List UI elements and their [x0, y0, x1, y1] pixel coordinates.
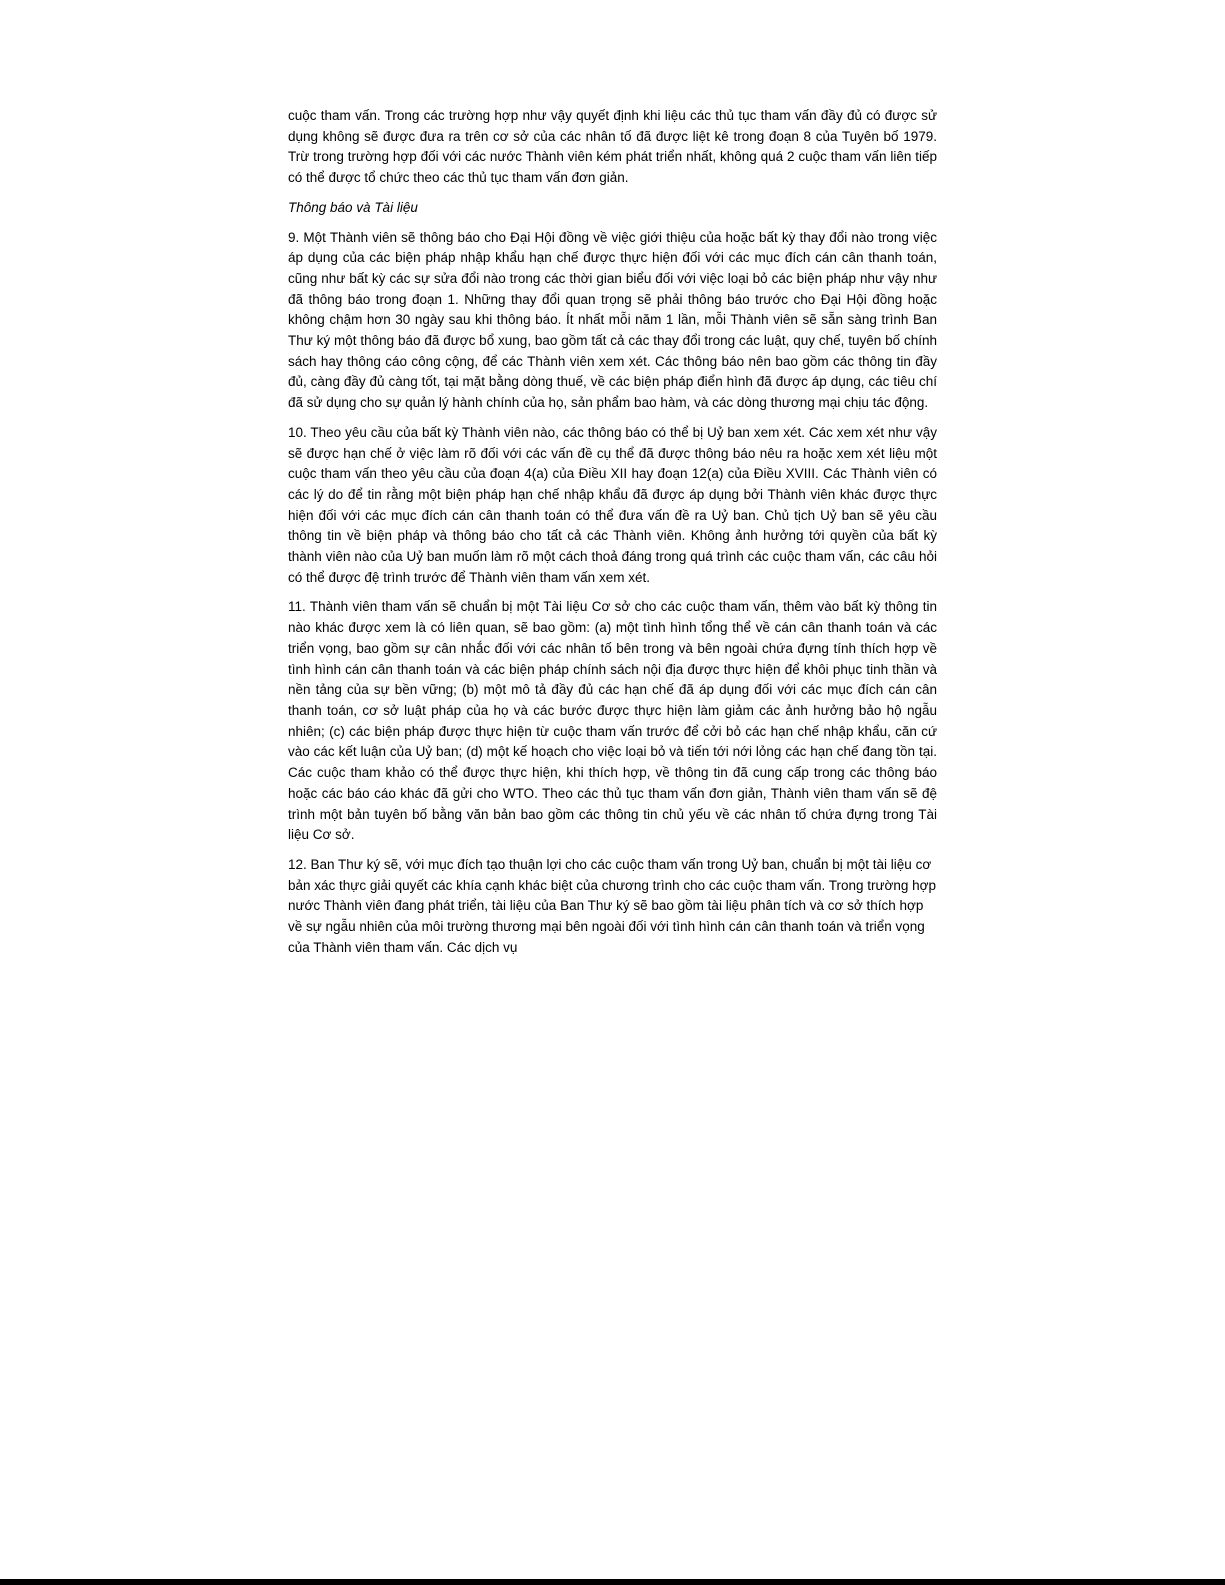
- paragraph-10: 10. Theo yêu cầu của bất kỳ Thành viên nào, các thông báo có thể bị Uỷ ban xem xét. Các xem xét như vậy sẽ được hạn chế ở việc làm rõ đối với các vấn đề cụ thể đã được thông báo nêu ra hoặc xem xét liệu một cuộc tham vấn theo yêu cầu của đoạn 4(a) của Điều XII hay đoạn 12(a) của Điều XVIII. Các Thành viên có các lý do để tin rằng một biện pháp hạn chế nhập khẩu đã được áp dụng bởi Thành viên khác được thực hiện đối với các mục đích cán cân thanh toán có thể đưa vấn đề ra Uỷ ban. Chủ tịch Uỷ ban sẽ yêu cầu thông tin về biện pháp và thông báo cho tất cả các Thành viên. Không ảnh hưởng tới quyền của bất kỳ thành viên nào của Uỷ ban muốn làm rõ một cách thoả đáng trong quá trình các cuộc tham vấn, các câu hỏi có thể được đệ trình trước để Thành viên tham vấn xem xét.: [288, 424, 937, 585]
- paragraph-12: 12. Ban Thư ký sẽ, với mục đích tạo thuận lợi cho các cuộc tham vấn trong Uỷ ban, chuẩn bị một tài liệu cơ bản xác thực giải quyết các khía cạnh khác biệt của chương trình cho các cuộc tham vấn. Trong trường hợp nước Thành viên đang phát triển, tài liệu của Ban Thư ký sẽ bao gồm tài liệu phân tích và cơ sở thích hợp về sự ngẫu nhiên của môi trường thương mại bên ngoài đối với tình hình cán cân thanh toán và triển vọng của Thành viên tham vấn. Các dịch vụ: [288, 856, 937, 955]
- paragraph-11: 11. Thành viên tham vấn sẽ chuẩn bị một Tài liệu Cơ sở cho các cuộc tham vấn, thêm vào bất kỳ thông tin nào khác được xem là có liên quan, sẽ bao gồm: (a) một tình hình tổng thể về cán cân thanh toán và các triển vọng, bao gồm sự cân nhắc đối với các nhân tố bên trong và bên ngoài chứa đựng tính thích hợp về tình hình cán cân thanh toán và các biện pháp chính sách nội địa được thực hiện để khôi phục tinh thần và nền tảng của sự bền vững; (b) một mô tả đầy đủ các hạn chế đã áp dụng đối với các mục đích cán cân thanh toán, cơ sở luật pháp của họ và các bước được thực hiện làm giảm các ảnh hưởng bảo hộ ngẫu nhiên; (c) các biện pháp được thực hiện từ cuộc tham vấn trước để cởi bỏ các hạn chế nhập khẩu, căn cứ vào các kết luận của Uỷ ban; (d) một kế hoạch cho việc loại bỏ và tiến tới nới lỏng các hạn chế đang tồn tại. Các cuộc tham khảo có thể được thực hiện, khi thích hợp, về thông tin đã cung cấp trong các thông báo hoặc các báo cáo khác đã gửi cho WTO. Theo các thủ tục tham vấn đơn giản, Thành viên tham vấn sẽ đệ trình một bản tuyên bố bằng văn bản bao gồm các thông tin chủ yếu về các nhân tố chứa đựng trong Tài liệu Cơ sở.: [288, 599, 937, 843]
- page-bottom-border: [0, 1579, 1225, 1585]
- paragraph-continuation: cuộc tham vấn. Trong các trường hợp như vậy quyết định khi liệu các thủ tục tham vấn đầy đủ có được sử dụng không sẽ được đưa ra trên cơ sở của các nhân tố đã được liệt kê trong đoạn 8 của Tuyên bố 1979. Trừ trong trường hợp đối với các nước Thành viên kém phát triển nhất, không quá 2 cuộc tham vấn liên tiếp có thể được tổ chức theo các thủ tục tham vấn đơn giản.: [288, 108, 937, 186]
- paragraph-9: 9. Một Thành viên sẽ thông báo cho Đại Hội đồng về việc giới thiệu của hoặc bất kỳ thay đổi nào trong việc áp dụng của các biện pháp nhập khẩu hạn chế được thực hiện đối với các mục đích cán cân thanh toán, cũng như bất kỳ các sự sửa đổi nào trong các thời gian biểu đối với việc loại bỏ các biện pháp như vậy như đã thông báo trong đoạn 1. Những thay đổi quan trọng sẽ phải thông báo trước cho Đại Hội đồng hoặc không chậm hơn 30 ngày sau khi thông báo. Ít nhất mỗi năm 1 lần, mỗi Thành viên sẽ sẵn sàng trình Ban Thư ký một thông báo đã được bổ xung, bao gồm tất cả các thay đổi trong các luật, quy chế, tuyên bố chính sách hay thông cáo công cộng, để các Thành viên xem xét. Các thông báo nên bao gồm các thông tin đầy đủ, càng đầy đủ càng tốt, tại mặt bằng dòng thuế, về các biện pháp điển hình đã được áp dụng, các tiêu chí đã sử dụng cho sự quản lý hành chính của họ, sản phẩm bao hàm, và các dòng thương mại chịu tác động.: [288, 229, 937, 411]
- section-heading: Thông báo và Tài liệu: [288, 199, 418, 215]
- text-column: [288, 106, 937, 967]
